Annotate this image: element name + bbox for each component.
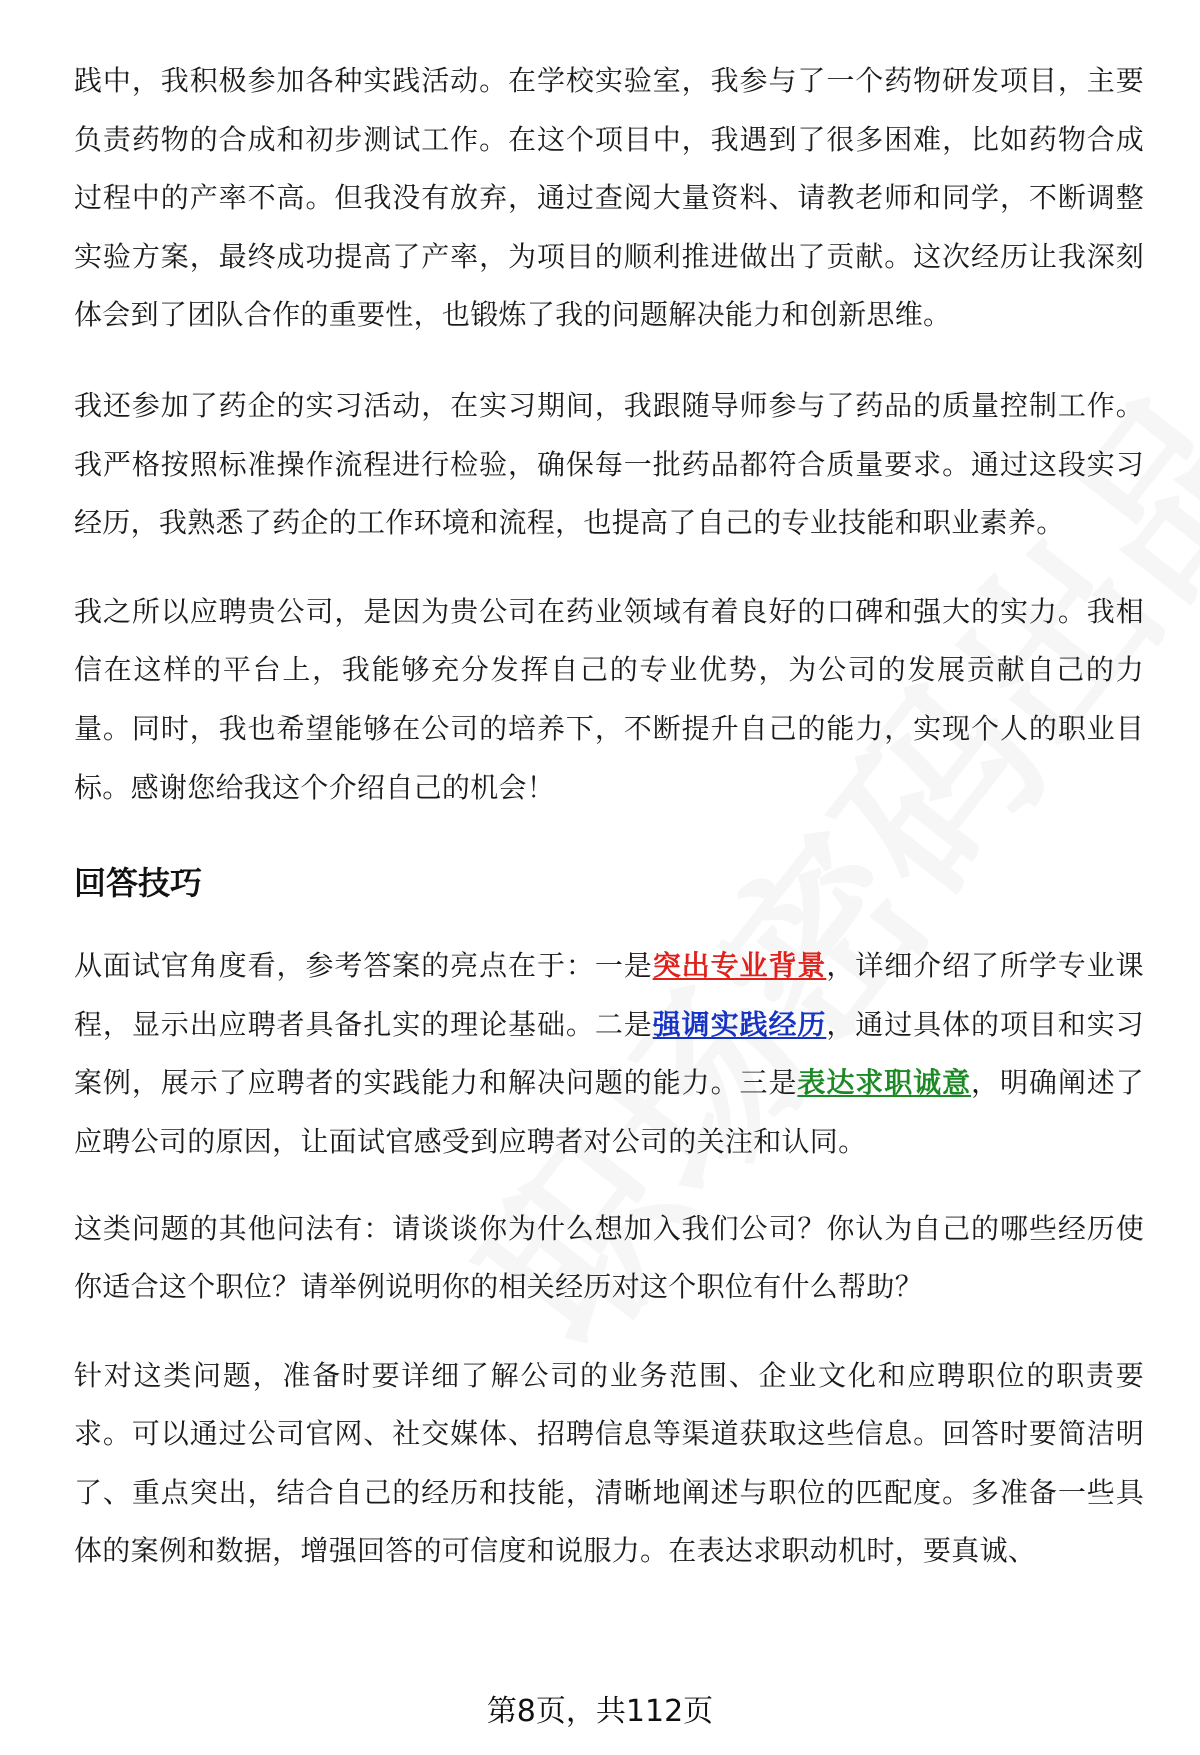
- paragraph-preparation-advice: 针对这类问题，准备时要详细了解公司的业务范围、企业文化和应聘职位的职责要求。可以通过公司官网、社交媒体、招聘信息等渠道获取这些信息。回答时要简洁明了、重点突出，结合自己的经历和技能，清晰地阐述与职位的匹配度。多准备一些具体的案例和数据，增强回答的可信度和说服力。在表达求职动机时，要真诚、: [74, 1358, 1144, 1568]
- tips-text-2: ，详细介绍了所学专业课程，显示出应聘者具备扎实的理论基础。二是: [74, 949, 1144, 1041]
- paragraph-internship: 我还参加了药企的实习活动，在实习期间，我跟随导师参与了药品的质量控制工作。我严格按照标准操作流程进行检验，确保每一批药品都符合质量要求。通过这段实习经历，我熟悉了药企的工作环境和流程，也提高了自己的专业技能和职业素养。: [74, 388, 1144, 540]
- section-heading-answer-tips: 回答技巧: [74, 864, 203, 903]
- tips-text-4: ，明确阐述了应聘公司的原因，让面试官感受到应聘者对公司的关注和认同。: [74, 1066, 1144, 1158]
- tips-intro-text: 从面试官角度看，参考答案的亮点在于：一是: [74, 949, 653, 983]
- paragraph-other-questions: 这类问题的其他问法有：请谈谈你为什么想加入我们公司？你认为自己的哪些经历使你适合这个职位？请举例说明你的相关经历对这个职位有什么帮助？: [74, 1211, 1144, 1304]
- highlight-professional-background: 突出专业背景: [652, 949, 827, 983]
- highlight-practice-experience: 强调实践经历: [652, 1007, 827, 1041]
- paragraph-motivation: 我之所以应聘贵公司，是因为贵公司在药业领域有着良好的口碑和强大的实力。我相信在这样的平台上，我能够充分发挥自己的专业优势，为公司的发展贡献自己的力量。同时，我也希望能够在公司的培养下，不断提升自己的能力，实现个人的职业目标。感谢您给我这个介绍自己的机会！: [74, 594, 1144, 804]
- highlight-job-sincerity: 表达求职诚意: [797, 1066, 972, 1100]
- tips-text-3: ，通过具体的项目和实习案例，展示了应聘者的实践能力和解决问题的能力。三是: [74, 1007, 1144, 1100]
- page-number-footer: 第8页，共112页: [486, 1694, 714, 1729]
- paragraph-interviewer-view: [74, 937, 1144, 1171]
- paragraph-practice-experience: 践中，我积极参加各种实践活动。在学校实验室，我参与了一个药物研发项目，主要负责药物的合成和初步测试工作。在这个项目中，我遇到了很多困难，比如药物合成过程中的产率不高。但我没有放弃，通过查阅大量资料、请教老师和同学，不断调整实验方案，最终成功提高了产率，为项目的顺利推进做出了贡献。这次经历让我深刻体会到了团队合作的重要性，也锻炼了我的问题解决能力和创新思维。: [74, 64, 1144, 332]
- document-page: [74, 52, 1144, 1581]
